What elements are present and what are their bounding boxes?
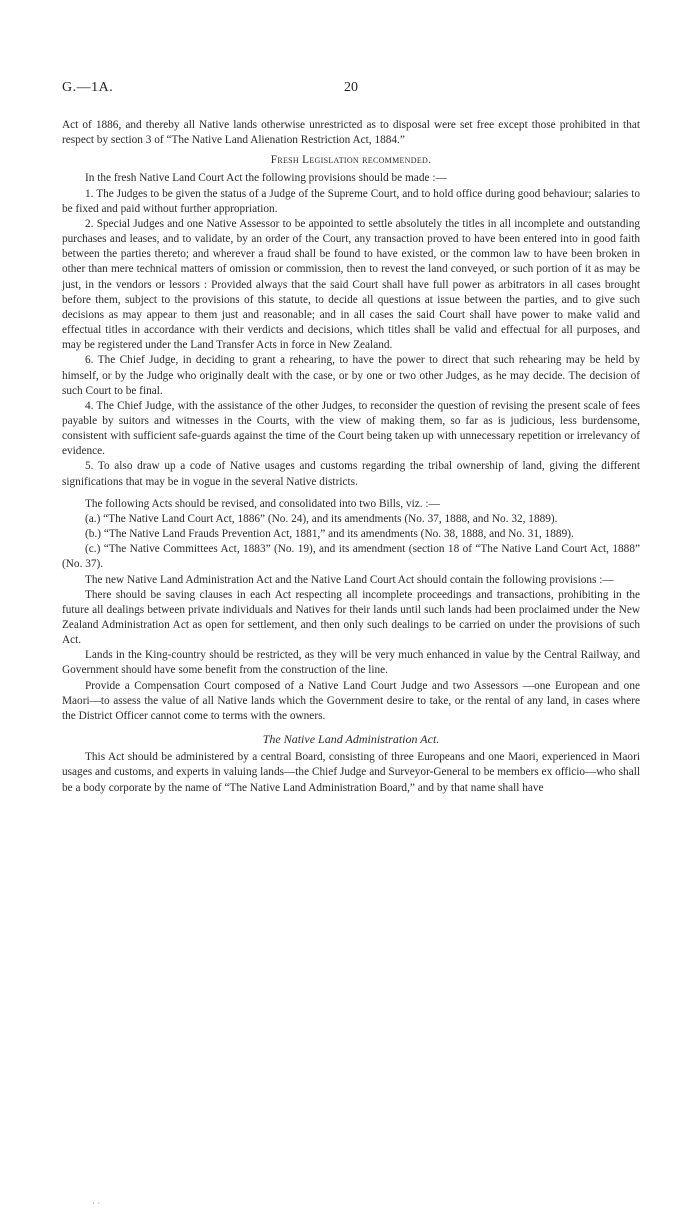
paragraph: The new Native Land Administration Act and the Native Land Court Act should contain the following provisions :— <box>85 573 614 586</box>
document-code: G.—1A. <box>62 80 114 95</box>
spacer <box>62 490 640 497</box>
footer-mark: · · <box>92 1198 101 1208</box>
section-heading: Fresh Legislation recommended. <box>270 154 432 167</box>
list-item: (b.) “The Native Land Frauds Prevention Act, 1881,” and its amendments (No. 38, 1888, and No. 31, 1889). <box>85 528 574 541</box>
paragraph: Act of 1886, and thereby all Native lands otherwise unrestricted as to disposal were set free except those prohibited in that respect by section 3 of “The Native Land Alienation Restriction Act, 1884.” <box>62 119 640 147</box>
section-heading: The Native Land Administration Act. <box>262 732 440 747</box>
paragraph: 1. The Judges to be given the status of a Judge of the Supreme Court, and to hold office during good behaviour; salaries to be fixed and paid without further appropriation. <box>62 187 640 215</box>
paragraph: 4. The Chief Judge, with the assistance of the other Judges, to reconsider the question of revising the present scale of fees payable by suitors and witnesses in the Courts, with the view of making them, so far as is judicious, less burdensome, consistent with sufficient safe-guards against the time of the Court being taken up with unnecessary repetition or irrelevancy of evidence. <box>62 399 640 458</box>
list-item: (c.) “The Native Committees Act, 1883” (No. 19), and its amendment (section 18 of “The Native Land Court Act, 1888” (No. 37). <box>62 543 640 571</box>
document-body <box>62 118 640 796</box>
paragraph: Lands in the King-country should be restricted, as they will be very much enhanced in value by the Central Railway, and Government should have some benefit from the construction of the line. <box>62 649 640 677</box>
paragraph: In the fresh Native Land Court Act the following provisions should be made :— <box>85 172 447 185</box>
page-number: 20 <box>344 80 358 95</box>
page-header <box>62 80 640 100</box>
paragraph: Provide a Compensation Court composed of a Native Land Court Judge and two Assessors —one European and one Maori—to assess the value of all Native lands which the Government desire to take, or the rental of any land, in cases where the District Officer cannot come to terms with the owners. <box>62 679 640 722</box>
list-item: (a.) “The Native Land Court Act, 1886” (No. 24), and its amendments (No. 37, 1888, and No. 32, 1889). <box>85 512 558 525</box>
paragraph: This Act should be administered by a central Board, consisting of three Europeans and one Maori, experienced in Maori usages and customs, and experts in valuing lands—the Chief Judge and Surveyor-General to be members ex officio—who shall be a body corporate by the name of “The Native Land Administration Board,” and by that name shall have <box>62 751 640 794</box>
paragraph: 6. The Chief Judge, in deciding to grant a rehearing, to have the power to direct that such rehearing may be held by himself, or by the Judge who originally dealt with the case, or by one or two other Judges, as he may decide. The decision of such Court to be final. <box>62 354 640 397</box>
paragraph: 5. To also draw up a code of Native usages and customs regarding the tribal ownership of land, giving the different significations that may be in vogue in the several Native districts. <box>62 460 640 488</box>
paragraph: There should be saving clauses in each Act respecting all incomplete proceedings and transactions, prohibiting in the future all dealings between private individuals and Natives for their lands until such lands had been proclaimed under the New Zealand Administration Act as open for settlement, and then only such dealings to be carried on under the provisions of such Act. <box>62 588 640 647</box>
paragraph: The following Acts should be revised, and consolidated into two Bills, viz. :— <box>85 497 440 510</box>
paragraph: 2. Special Judges and one Native Assessor to be appointed to settle absolutely the titles in all incomplete and outstanding purchases and leases, and to validate, by an order of the Court, any transaction proved to have been entered into in good faith between the parties thereto; and wherever a fraud shall be found to have existed, or the common law to have been broken in other than mere technical matters of omission or commission, then to revest the land conveyed, or such portion of it as may be just, in the vendors or lessors : Provided always that the said Court shall have full power as arbitrators in all cases brought before them, subject to the provisions of this statute, to decide all questions at issue between the parties, and to give such decisions as may appear to them just and reasonable; and in all cases the said Court shall have power to make valid and effectual titles in accordance with their verdicts and decisions, which titles shall be valid and effectual for all purposes, and may be registered under the Land Transfer Acts in force in New Zealand. <box>62 217 640 352</box>
